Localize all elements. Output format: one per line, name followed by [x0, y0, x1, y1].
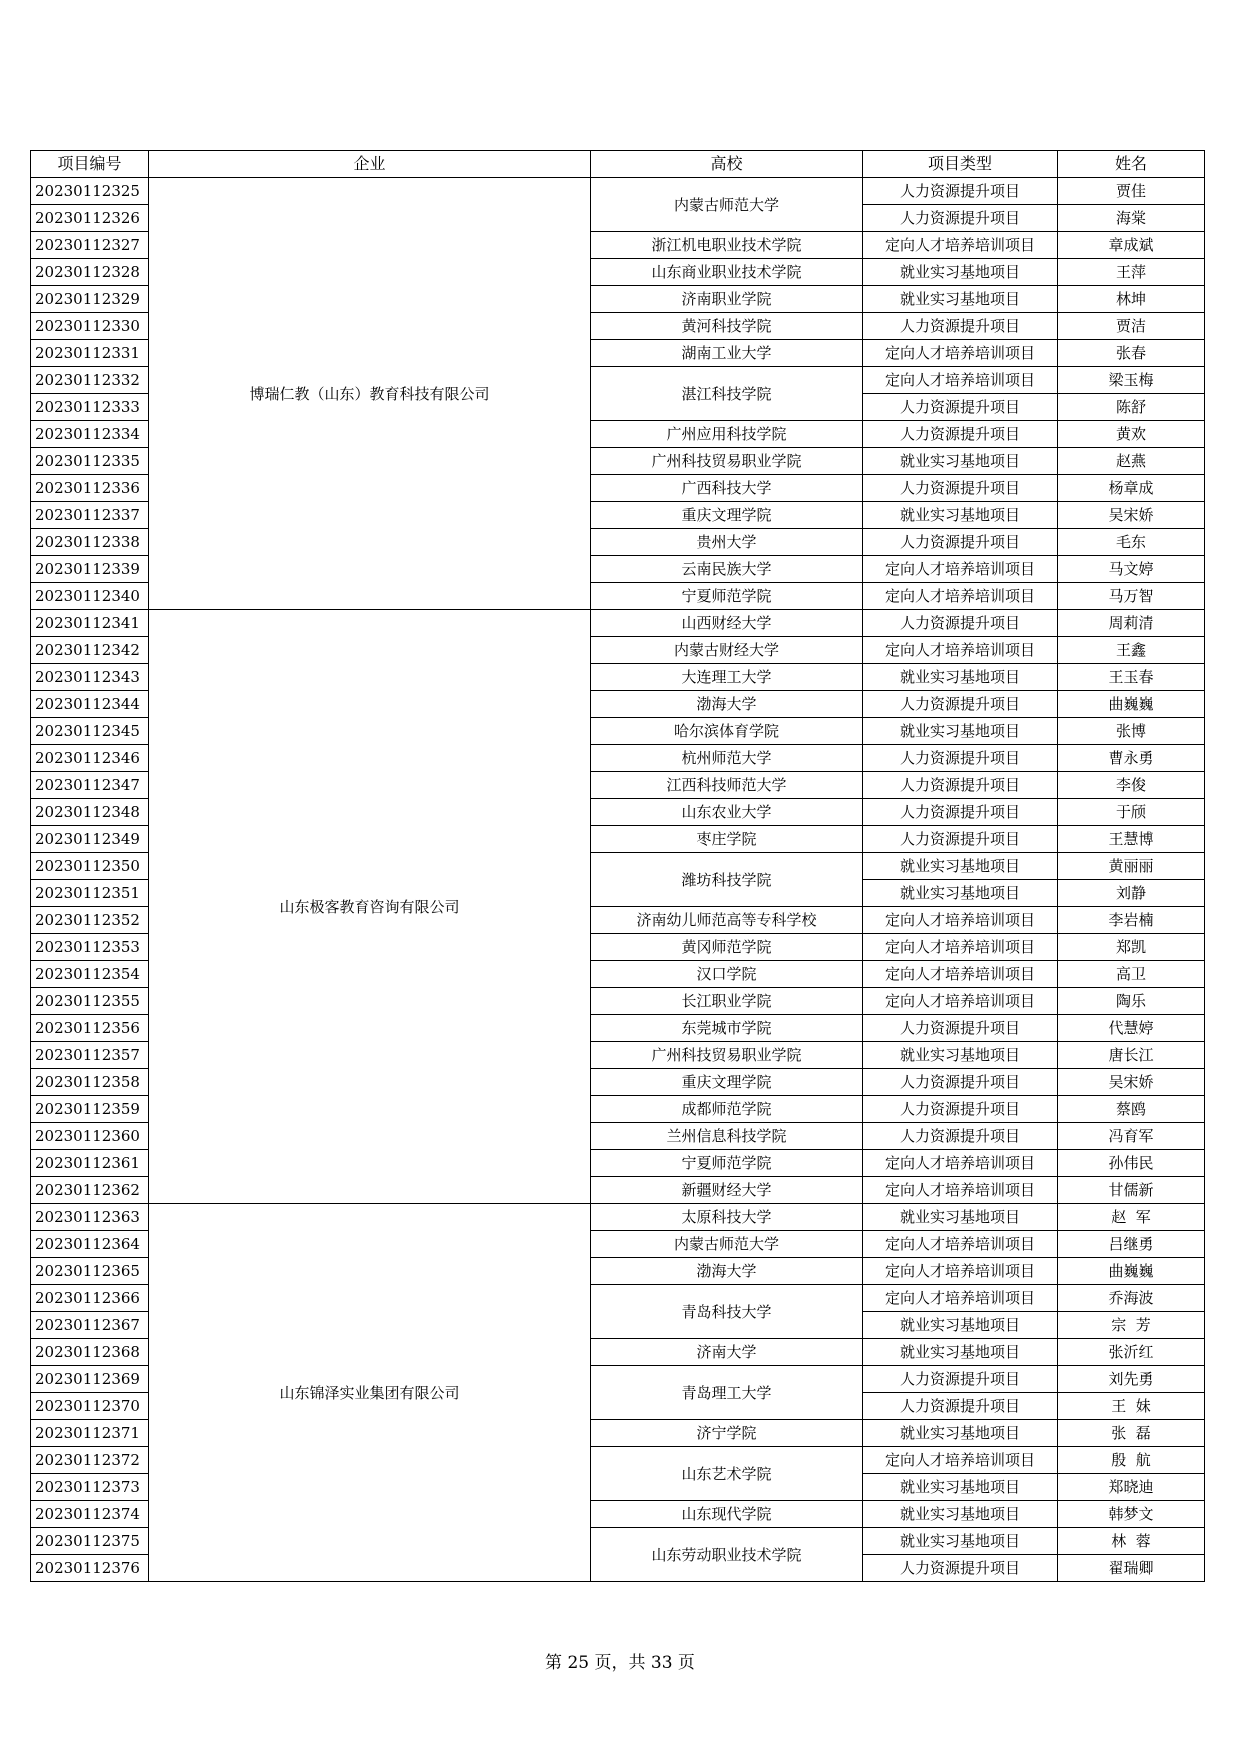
person-name-cell: 翟瑞卿	[1058, 1555, 1205, 1582]
project-id-cell: 20230112335	[31, 448, 149, 475]
project-type-cell: 定向人才培养培训项目	[863, 637, 1058, 664]
project-type-cell: 就业实习基地项目	[863, 259, 1058, 286]
project-type-cell: 人力资源提升项目	[863, 799, 1058, 826]
project-id-cell: 20230112370	[31, 1393, 149, 1420]
header-school: 高校	[591, 151, 863, 178]
project-id-cell: 20230112329	[31, 286, 149, 313]
project-id-cell: 20230112340	[31, 583, 149, 610]
person-name-cell: 殷 航	[1058, 1447, 1205, 1474]
project-type-cell: 就业实习基地项目	[863, 286, 1058, 313]
project-id-cell: 20230112327	[31, 232, 149, 259]
person-name-cell: 李俊	[1058, 772, 1205, 799]
school-cell: 成都师范学院	[591, 1096, 863, 1123]
school-cell: 宁夏师范学院	[591, 583, 863, 610]
project-id-cell: 20230112358	[31, 1069, 149, 1096]
school-cell: 东莞城市学院	[591, 1015, 863, 1042]
project-id-cell: 20230112352	[31, 907, 149, 934]
project-type-cell: 就业实习基地项目	[863, 880, 1058, 907]
person-name-cell: 海棠	[1058, 205, 1205, 232]
project-type-cell: 人力资源提升项目	[863, 178, 1058, 205]
person-name-cell: 甘儒新	[1058, 1177, 1205, 1204]
person-name-cell: 贾洁	[1058, 313, 1205, 340]
table-row	[31, 1204, 1205, 1231]
project-type-cell: 就业实习基地项目	[863, 1501, 1058, 1528]
person-name-cell: 刘静	[1058, 880, 1205, 907]
person-name-cell: 于颀	[1058, 799, 1205, 826]
school-cell: 广州科技贸易职业学院	[591, 448, 863, 475]
project-type-cell: 人力资源提升项目	[863, 394, 1058, 421]
school-cell: 山东劳动职业技术学院	[591, 1528, 863, 1582]
person-name-cell: 唐长江	[1058, 1042, 1205, 1069]
person-name-cell: 张春	[1058, 340, 1205, 367]
project-id-cell: 20230112350	[31, 853, 149, 880]
project-id-cell: 20230112338	[31, 529, 149, 556]
person-name-cell: 黄欢	[1058, 421, 1205, 448]
person-name-cell: 王 妹	[1058, 1393, 1205, 1420]
person-name-cell: 周莉清	[1058, 610, 1205, 637]
person-name-cell: 刘先勇	[1058, 1366, 1205, 1393]
school-cell: 贵州大学	[591, 529, 863, 556]
header-row	[31, 151, 1205, 178]
school-cell: 重庆文理学院	[591, 1069, 863, 1096]
school-cell: 山东商业职业技术学院	[591, 259, 863, 286]
person-name-cell: 吕继勇	[1058, 1231, 1205, 1258]
project-id-cell: 20230112356	[31, 1015, 149, 1042]
project-id-cell: 20230112330	[31, 313, 149, 340]
school-cell: 湖南工业大学	[591, 340, 863, 367]
project-id-cell: 20230112361	[31, 1150, 149, 1177]
project-id-cell: 20230112369	[31, 1366, 149, 1393]
project-type-cell: 就业实习基地项目	[863, 1042, 1058, 1069]
header-name: 姓名	[1058, 151, 1205, 178]
project-type-cell: 定向人才培养培训项目	[863, 907, 1058, 934]
project-type-cell: 就业实习基地项目	[863, 1420, 1058, 1447]
person-name-cell: 郑晓迪	[1058, 1474, 1205, 1501]
project-id-cell: 20230112325	[31, 178, 149, 205]
project-type-cell: 定向人才培养培训项目	[863, 1177, 1058, 1204]
project-id-cell: 20230112351	[31, 880, 149, 907]
person-name-cell: 曹永勇	[1058, 745, 1205, 772]
school-cell: 黄河科技学院	[591, 313, 863, 340]
project-type-cell: 人力资源提升项目	[863, 1015, 1058, 1042]
project-id-cell: 20230112353	[31, 934, 149, 961]
person-name-cell: 冯育军	[1058, 1123, 1205, 1150]
table-row	[31, 178, 1205, 205]
company-cell: 山东锦泽实业集团有限公司	[149, 1204, 591, 1582]
project-id-cell: 20230112337	[31, 502, 149, 529]
school-cell: 内蒙古师范大学	[591, 178, 863, 232]
project-id-cell: 20230112336	[31, 475, 149, 502]
project-type-cell: 人力资源提升项目	[863, 475, 1058, 502]
project-id-cell: 20230112333	[31, 394, 149, 421]
project-type-cell: 人力资源提升项目	[863, 529, 1058, 556]
project-type-cell: 人力资源提升项目	[863, 421, 1058, 448]
project-id-cell: 20230112344	[31, 691, 149, 718]
project-type-cell: 人力资源提升项目	[863, 1096, 1058, 1123]
project-id-cell: 20230112365	[31, 1258, 149, 1285]
school-cell: 枣庄学院	[591, 826, 863, 853]
person-name-cell: 张 磊	[1058, 1420, 1205, 1447]
person-name-cell: 孙伟民	[1058, 1150, 1205, 1177]
project-id-cell: 20230112372	[31, 1447, 149, 1474]
school-cell: 渤海大学	[591, 1258, 863, 1285]
project-type-cell: 人力资源提升项目	[863, 205, 1058, 232]
person-name-cell: 陶乐	[1058, 988, 1205, 1015]
project-type-cell: 定向人才培养培训项目	[863, 961, 1058, 988]
project-id-cell: 20230112346	[31, 745, 149, 772]
project-type-cell: 人力资源提升项目	[863, 313, 1058, 340]
project-id-cell: 20230112343	[31, 664, 149, 691]
school-cell: 杭州师范大学	[591, 745, 863, 772]
table-row	[31, 610, 1205, 637]
person-name-cell: 陈舒	[1058, 394, 1205, 421]
school-cell: 广州科技贸易职业学院	[591, 1042, 863, 1069]
school-cell: 哈尔滨体育学院	[591, 718, 863, 745]
project-id-cell: 20230112339	[31, 556, 149, 583]
person-name-cell: 赵 军	[1058, 1204, 1205, 1231]
school-cell: 广西科技大学	[591, 475, 863, 502]
project-type-cell: 人力资源提升项目	[863, 826, 1058, 853]
project-id-cell: 20230112331	[31, 340, 149, 367]
project-type-cell: 定向人才培养培训项目	[863, 1447, 1058, 1474]
person-name-cell: 林 蓉	[1058, 1528, 1205, 1555]
project-type-cell: 定向人才培养培训项目	[863, 1258, 1058, 1285]
project-id-cell: 20230112360	[31, 1123, 149, 1150]
person-name-cell: 杨章成	[1058, 475, 1205, 502]
project-type-cell: 定向人才培养培训项目	[863, 367, 1058, 394]
project-id-cell: 20230112366	[31, 1285, 149, 1312]
company-cell: 博瑞仁教（山东）教育科技有限公司	[149, 178, 591, 610]
person-name-cell: 王鑫	[1058, 637, 1205, 664]
person-name-cell: 贾佳	[1058, 178, 1205, 205]
person-name-cell: 梁玉梅	[1058, 367, 1205, 394]
project-type-cell: 就业实习基地项目	[863, 448, 1058, 475]
project-type-cell: 人力资源提升项目	[863, 691, 1058, 718]
person-name-cell: 郑凯	[1058, 934, 1205, 961]
project-id-cell: 20230112332	[31, 367, 149, 394]
project-type-cell: 就业实习基地项目	[863, 1312, 1058, 1339]
page-footer: 第 25 页，共 33 页	[545, 1653, 695, 1673]
project-type-cell: 人力资源提升项目	[863, 1393, 1058, 1420]
project-table	[30, 150, 1205, 1582]
person-name-cell: 吴宋娇	[1058, 502, 1205, 529]
project-type-cell: 定向人才培养培训项目	[863, 1285, 1058, 1312]
project-id-cell: 20230112355	[31, 988, 149, 1015]
school-cell: 大连理工大学	[591, 664, 863, 691]
school-cell: 长江职业学院	[591, 988, 863, 1015]
project-id-cell: 20230112364	[31, 1231, 149, 1258]
table-body	[31, 178, 1205, 1582]
person-name-cell: 张沂红	[1058, 1339, 1205, 1366]
project-type-cell: 就业实习基地项目	[863, 664, 1058, 691]
person-name-cell: 章成斌	[1058, 232, 1205, 259]
school-cell: 山东艺术学院	[591, 1447, 863, 1501]
project-id-cell: 20230112334	[31, 421, 149, 448]
school-cell: 广州应用科技学院	[591, 421, 863, 448]
person-name-cell: 王玉春	[1058, 664, 1205, 691]
person-name-cell: 蔡鸥	[1058, 1096, 1205, 1123]
person-name-cell: 高卫	[1058, 961, 1205, 988]
project-id-cell: 20230112341	[31, 610, 149, 637]
header-company: 企业	[149, 151, 591, 178]
project-id-cell: 20230112376	[31, 1555, 149, 1582]
project-type-cell: 就业实习基地项目	[863, 1339, 1058, 1366]
project-type-cell: 就业实习基地项目	[863, 718, 1058, 745]
project-id-cell: 20230112363	[31, 1204, 149, 1231]
person-name-cell: 曲巍巍	[1058, 1258, 1205, 1285]
school-cell: 济南幼儿师范高等专科学校	[591, 907, 863, 934]
person-name-cell: 李岩楠	[1058, 907, 1205, 934]
school-cell: 济南大学	[591, 1339, 863, 1366]
header-project-type: 项目类型	[863, 151, 1058, 178]
person-name-cell: 吴宋娇	[1058, 1069, 1205, 1096]
project-id-cell: 20230112349	[31, 826, 149, 853]
project-type-cell: 人力资源提升项目	[863, 745, 1058, 772]
project-type-cell: 人力资源提升项目	[863, 1123, 1058, 1150]
school-cell: 潍坊科技学院	[591, 853, 863, 907]
person-name-cell: 黄丽丽	[1058, 853, 1205, 880]
project-id-cell: 20230112362	[31, 1177, 149, 1204]
project-id-cell: 20230112342	[31, 637, 149, 664]
person-name-cell: 林坤	[1058, 286, 1205, 313]
project-type-cell: 定向人才培养培训项目	[863, 934, 1058, 961]
person-name-cell: 马文婷	[1058, 556, 1205, 583]
project-type-cell: 人力资源提升项目	[863, 610, 1058, 637]
project-id-cell: 20230112345	[31, 718, 149, 745]
school-cell: 江西科技师范大学	[591, 772, 863, 799]
project-id-cell: 20230112368	[31, 1339, 149, 1366]
project-id-cell: 20230112375	[31, 1528, 149, 1555]
project-type-cell: 就业实习基地项目	[863, 1474, 1058, 1501]
school-cell: 宁夏师范学院	[591, 1150, 863, 1177]
school-cell: 内蒙古师范大学	[591, 1231, 863, 1258]
project-id-cell: 20230112357	[31, 1042, 149, 1069]
project-id-cell: 20230112367	[31, 1312, 149, 1339]
project-type-cell: 定向人才培养培训项目	[863, 583, 1058, 610]
project-type-cell: 定向人才培养培训项目	[863, 232, 1058, 259]
project-type-cell: 就业实习基地项目	[863, 502, 1058, 529]
project-type-cell: 定向人才培养培训项目	[863, 1150, 1058, 1177]
project-type-cell: 定向人才培养培训项目	[863, 988, 1058, 1015]
person-name-cell: 乔海波	[1058, 1285, 1205, 1312]
person-name-cell: 王慧博	[1058, 826, 1205, 853]
project-type-cell: 人力资源提升项目	[863, 1555, 1058, 1582]
project-id-cell: 20230112371	[31, 1420, 149, 1447]
school-cell: 黄冈师范学院	[591, 934, 863, 961]
project-id-cell: 20230112373	[31, 1474, 149, 1501]
person-name-cell: 毛东	[1058, 529, 1205, 556]
project-type-cell: 定向人才培养培训项目	[863, 340, 1058, 367]
person-name-cell: 王萍	[1058, 259, 1205, 286]
school-cell: 青岛理工大学	[591, 1366, 863, 1420]
company-cell: 山东极客教育咨询有限公司	[149, 610, 591, 1204]
project-type-cell: 定向人才培养培训项目	[863, 556, 1058, 583]
school-cell: 山东农业大学	[591, 799, 863, 826]
school-cell: 济宁学院	[591, 1420, 863, 1447]
school-cell: 渤海大学	[591, 691, 863, 718]
school-cell: 湛江科技学院	[591, 367, 863, 421]
school-cell: 新疆财经大学	[591, 1177, 863, 1204]
header-project-id: 项目编号	[31, 151, 149, 178]
project-type-cell: 就业实习基地项目	[863, 1204, 1058, 1231]
person-name-cell: 宗 芳	[1058, 1312, 1205, 1339]
project-id-cell: 20230112354	[31, 961, 149, 988]
school-cell: 山西财经大学	[591, 610, 863, 637]
project-id-cell: 20230112374	[31, 1501, 149, 1528]
person-name-cell: 赵燕	[1058, 448, 1205, 475]
project-id-cell: 20230112348	[31, 799, 149, 826]
person-name-cell: 马万智	[1058, 583, 1205, 610]
project-type-cell: 就业实习基地项目	[863, 853, 1058, 880]
school-cell: 内蒙古财经大学	[591, 637, 863, 664]
project-type-cell: 定向人才培养培训项目	[863, 1231, 1058, 1258]
person-name-cell: 张博	[1058, 718, 1205, 745]
school-cell: 青岛科技大学	[591, 1285, 863, 1339]
person-name-cell: 代慧婷	[1058, 1015, 1205, 1042]
project-id-cell: 20230112328	[31, 259, 149, 286]
school-cell: 太原科技大学	[591, 1204, 863, 1231]
project-type-cell: 人力资源提升项目	[863, 1069, 1058, 1096]
project-type-cell: 人力资源提升项目	[863, 1366, 1058, 1393]
project-id-cell: 20230112347	[31, 772, 149, 799]
school-cell: 汉口学院	[591, 961, 863, 988]
project-id-cell: 20230112359	[31, 1096, 149, 1123]
school-cell: 浙江机电职业技术学院	[591, 232, 863, 259]
person-name-cell: 曲巍巍	[1058, 691, 1205, 718]
school-cell: 济南职业学院	[591, 286, 863, 313]
project-type-cell: 人力资源提升项目	[863, 772, 1058, 799]
school-cell: 山东现代学院	[591, 1501, 863, 1528]
project-type-cell: 就业实习基地项目	[863, 1528, 1058, 1555]
school-cell: 云南民族大学	[591, 556, 863, 583]
school-cell: 兰州信息科技学院	[591, 1123, 863, 1150]
school-cell: 重庆文理学院	[591, 502, 863, 529]
person-name-cell: 韩梦文	[1058, 1501, 1205, 1528]
project-id-cell: 20230112326	[31, 205, 149, 232]
